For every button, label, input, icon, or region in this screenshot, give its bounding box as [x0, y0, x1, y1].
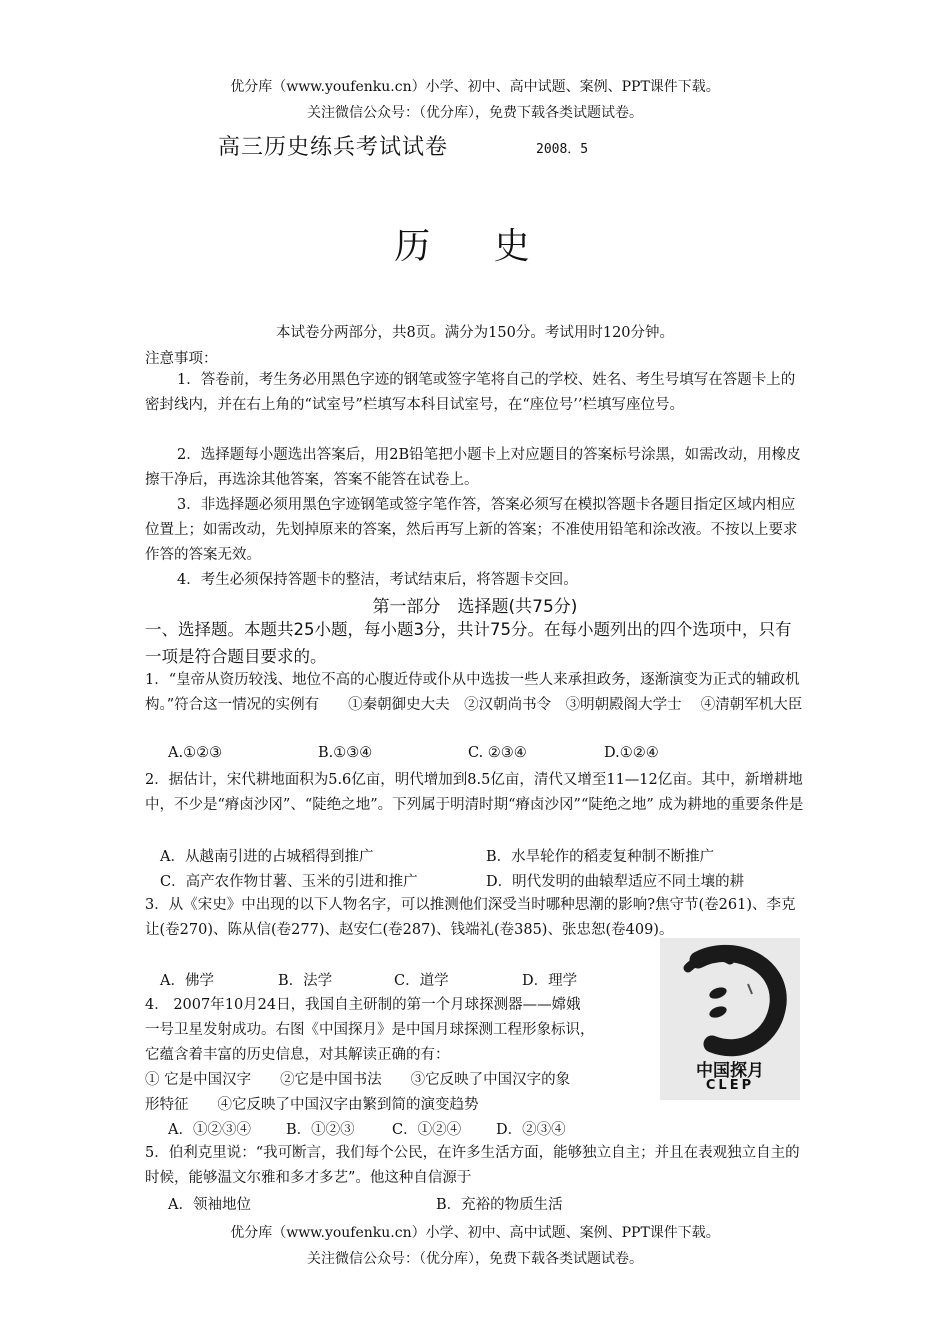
- footer-line-2: 关注微信公众号：（优分库），免费下载各类试题试卷。: [307, 1251, 643, 1267]
- q2-stem: 2．据估计，宋代耕地面积为5.6亿亩，明代增加到8.5亿亩，清代又增至11—12亿亩。其中，新增耕地中，不少是“瘠卤沙冈”、“陡绝之地”。下列属于明清时期“瘠卤沙冈”“陡绝之地” 成为耕地的重要条件是: [145, 772, 804, 813]
- q4-option-b: B．①②③: [286, 1122, 355, 1138]
- q3-option-b: B．法学: [278, 973, 333, 989]
- q2-option-d: D．明代发明的曲辕犁适应不同土壤的耕: [486, 874, 745, 890]
- q3-option-d: D．理学: [522, 973, 578, 989]
- q1-option-b: B.①③④: [318, 745, 373, 761]
- q4-option-c: C．①②④: [392, 1122, 462, 1138]
- q2-option-a: A．从越南引进的占城稻得到推广: [160, 849, 374, 865]
- q1-stem: 1．“皇帝从资历较浅、地位不高的心腹近侍或仆从中选拔一些人来承担政务，逐渐演变为正式的辅政机构。”符合这一情况的实例有 ①秦朝御史大夫 ②汉朝尚书令 ③明朝殿阁大学士 ④清朝军机大臣: [145, 672, 803, 713]
- part1-instructions: 一、选择题。本题共25小题，每小题3分，共计75分。在每小题列出的四个选项中，只有一项是符合题目要求的。: [145, 620, 792, 666]
- q4-stem-line-3: 它蕴含着丰富的历史信息，对其解读正确的有：: [145, 1047, 450, 1063]
- header-line-2: 关注微信公众号：（优分库），免费下载各类试题试卷。: [307, 105, 643, 121]
- notes-title: 注意事项：: [145, 351, 218, 367]
- subject-title: 历 史: [394, 226, 556, 267]
- q3-option-c: C．道学: [394, 973, 449, 989]
- header-line-1: 优分库（www.youfenku.cn）小学、初中、高中试题、案例、PPT课件下载。: [230, 79, 720, 95]
- note-3: 3．非选择题必须用黑色字迹钢笔或签字笔作答，答案必须写在模拟答题卡各题目指定区域内相应位置上；如需改动，先划掉原来的答案，然后再写上新的答案；不准使用铅笔和涂改液。不按以上要求作答的答案无效。: [145, 497, 798, 563]
- q4-stem-line-1: 4． 2007年10月24日，我国自主研制的第一个月球探测器——嫦娥: [145, 997, 581, 1013]
- exam-intro: 本试卷分两部分，共8页。满分为150分。考试用时120分钟。: [275, 325, 675, 341]
- q4-stem-line-5: 形特征 ④它反映了中国汉字由繁到简的演变趋势: [145, 1097, 479, 1113]
- part1-title: 第一部分 选择题(共75分): [372, 597, 578, 617]
- q2-option-c: C．高产农作物甘薯、玉米的引进和推广: [160, 874, 418, 890]
- q1-option-d: D.①②④: [604, 745, 659, 761]
- exam-title: 高三历史练兵考试试卷: [218, 135, 449, 160]
- q5-option-b: B．充裕的物质生活: [436, 1197, 563, 1213]
- note-4: 4．考生必须保持答题卡的整洁，考试结束后，将答题卡交回。: [177, 572, 578, 588]
- note-1: 1．答卷前，考生务必用黑色字迹的钢笔或签字笔将自己的学校、姓名、考生号填写在答题卡上的密封线内，并在右上角的“试室号”栏填写本科目试室号，在“座位号’’栏填写座位号。: [145, 372, 796, 413]
- q1-option-c: C. ②③④: [468, 745, 527, 761]
- exam-date: 2008．5: [536, 142, 589, 157]
- q4-option-d: D．②③④: [496, 1122, 566, 1138]
- q3-stem: 3．从《宋史》中出现的以下人物名字，可以推测他们深受当时哪种思潮的影响?焦守节(卷261)、李克让(卷270)、陈从信(卷277)、赵安仁(卷287)、钱端礼(卷385)、张忠恕(卷409)。: [145, 897, 796, 938]
- clep-logo-title: 中国探月: [696, 1061, 764, 1081]
- q5-stem: 5．伯利克里说：“我可断言，我们每个公民，在许多生活方面，能够独立自主；并且在表观独立自主的时候，能够温文尔雅和多才多艺”。他这种自信源于: [145, 1145, 800, 1186]
- q4-stem-line-2: 一号卫星发射成功。右图《中国探月》是中国月球探测工程形象标识，: [145, 1022, 595, 1038]
- q3-option-a: A．佛学: [160, 973, 214, 989]
- footer-line-1: 优分库（www.youfenku.cn）小学、初中、高中试题、案例、PPT课件下载。: [230, 1225, 720, 1241]
- note-2: 2．选择题每小题选出答案后，用2B铅笔把小题卡上对应题目的答案标号涂黑，如需改动，用橡皮擦干净后，再选涂其他答案，答案不能答在试卷上。: [145, 447, 801, 488]
- q5-option-a: A．领袖地位: [168, 1197, 251, 1213]
- q4-option-a: A．①②③④: [168, 1122, 251, 1138]
- clep-logo-subtitle: CLEP: [705, 1078, 755, 1093]
- clep-logo: [660, 938, 800, 1100]
- q2-option-b: B．水旱轮作的稻麦复种制不断推广: [486, 849, 715, 865]
- q4-stem-line-4: ① 它是中国汉字 ②它是中国书法 ③它反映了中国汉字的象: [145, 1072, 571, 1088]
- q1-option-a: A.①②③: [168, 745, 223, 761]
